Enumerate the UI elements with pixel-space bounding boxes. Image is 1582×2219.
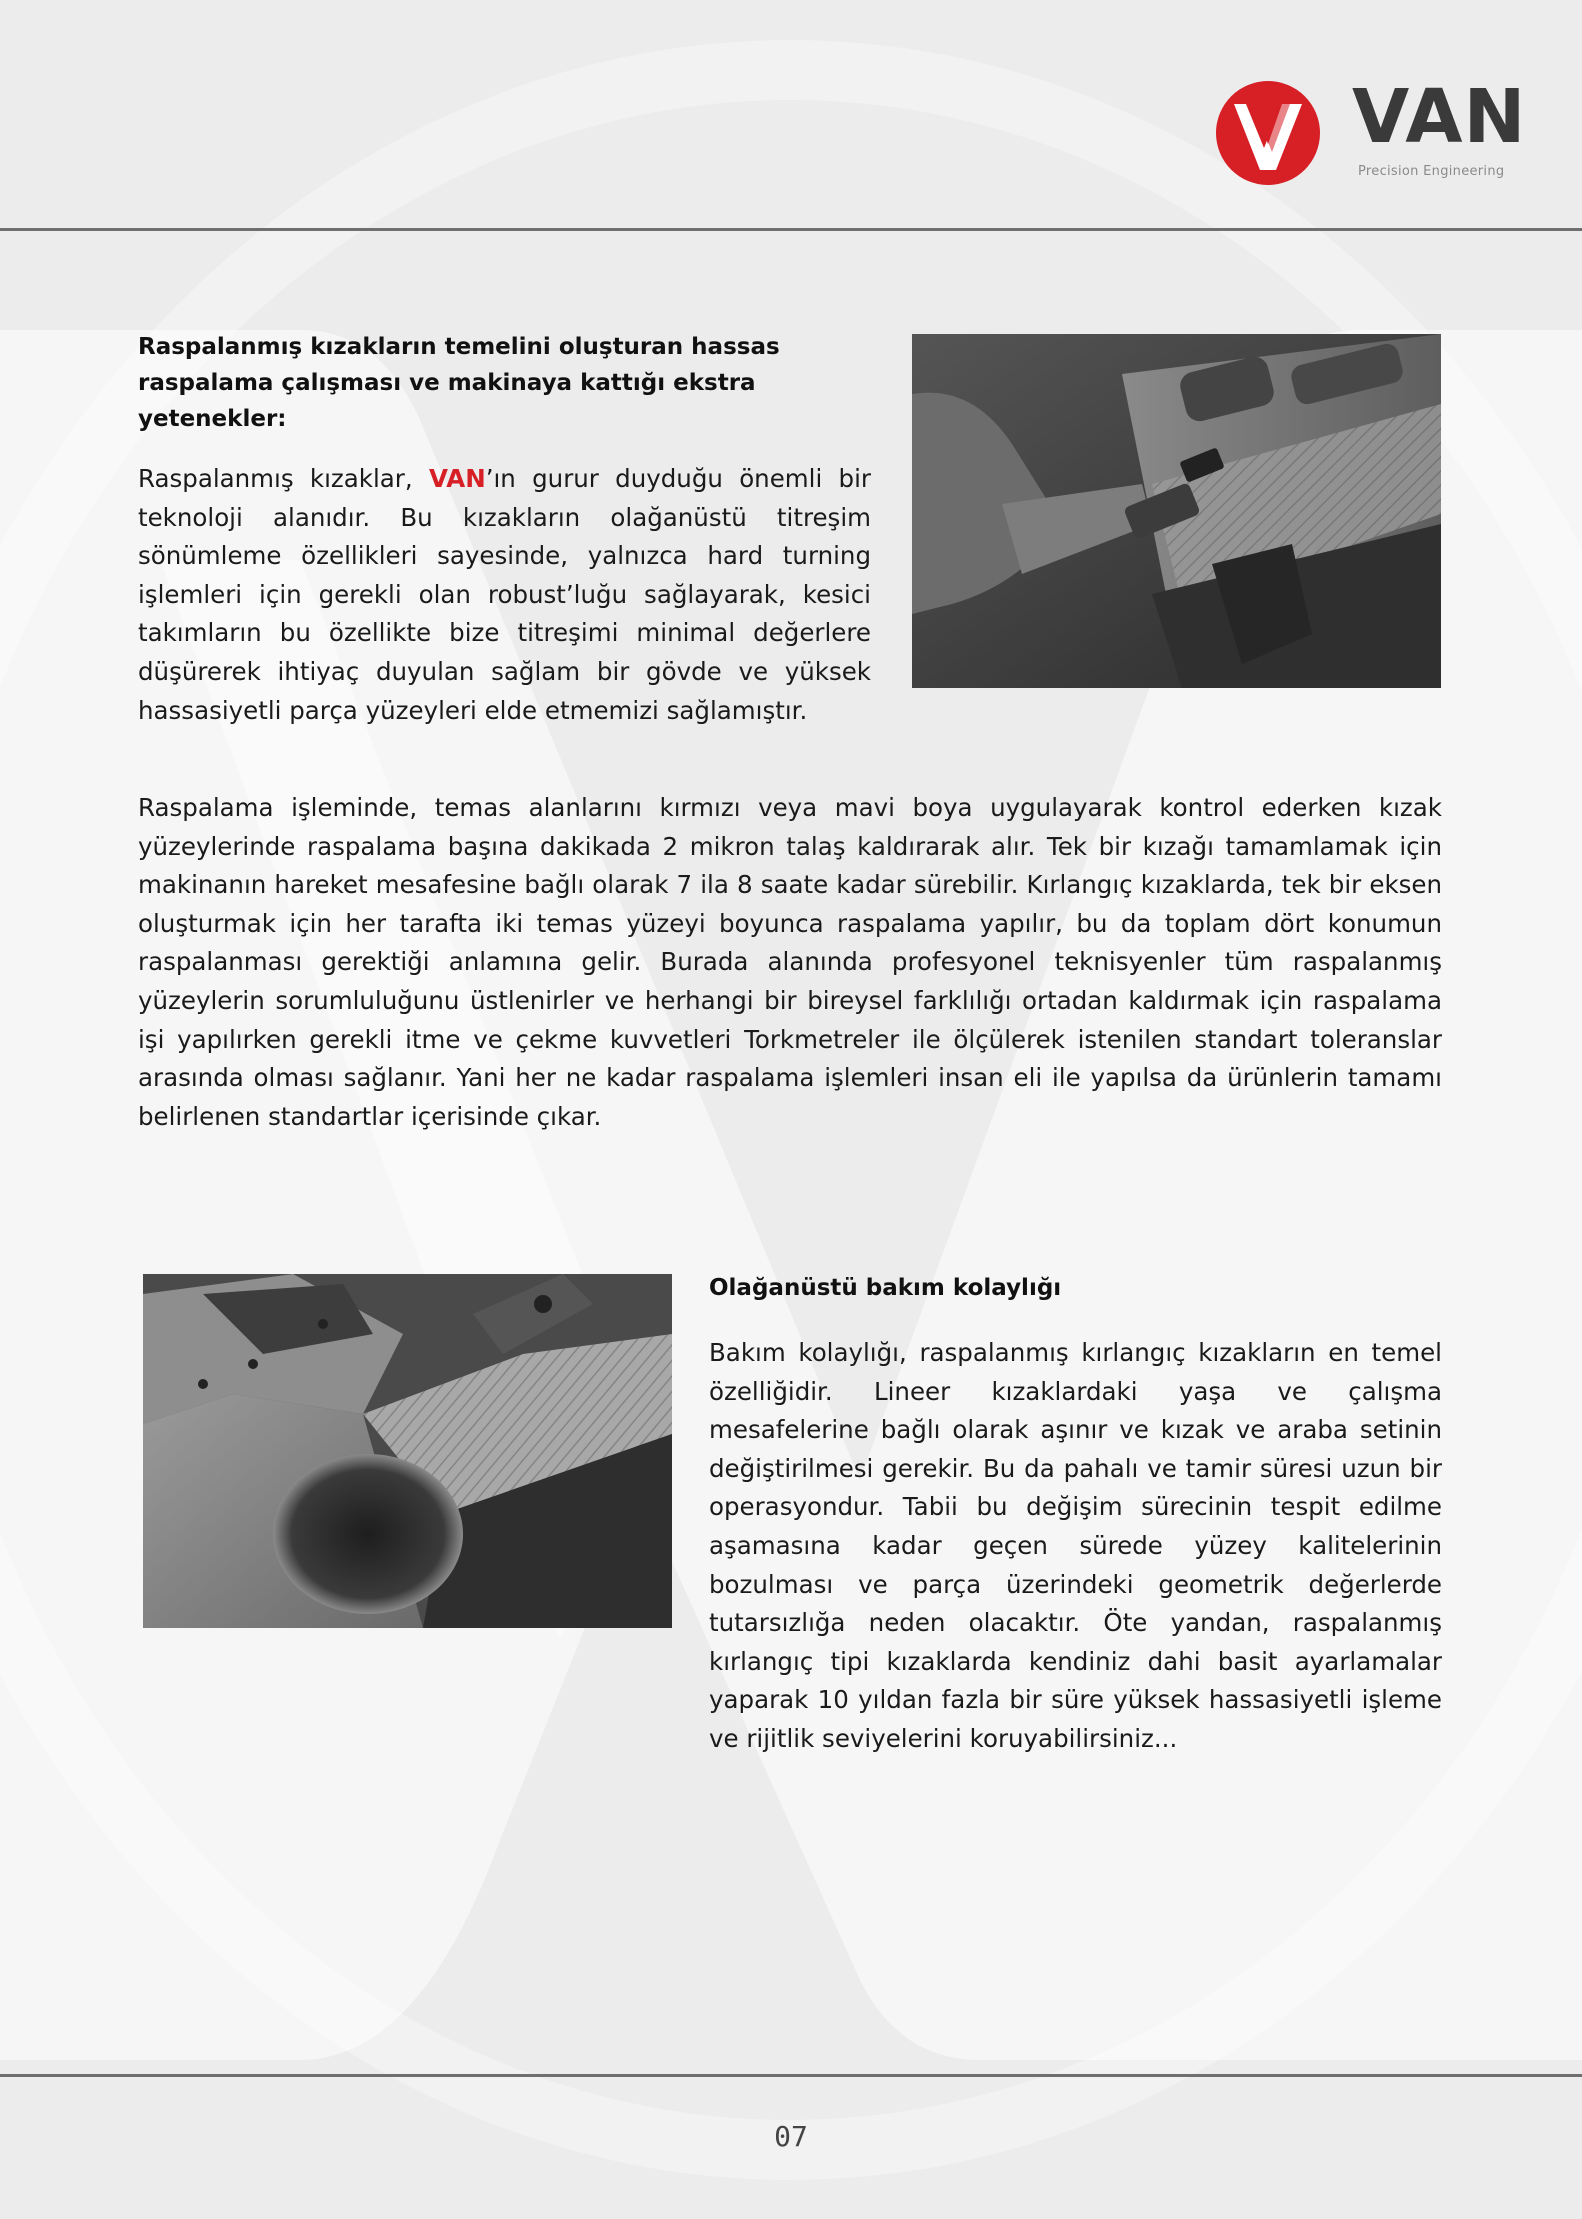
section1-intro (138, 460, 871, 730)
section2-heading: Olağanüstü bakım kolaylığı (709, 1275, 1062, 1301)
page-number: 07 (774, 2120, 808, 2153)
footer-divider (0, 2074, 1582, 2077)
van-logo (1206, 74, 1527, 188)
intro-prefix: Raspalanmış kızaklar, (138, 464, 429, 493)
section1-heading: Raspalanmış kızakların temelini oluşturan hassas raspalama çalışması ve makinaya kattığı ekstra yetenekler: (138, 334, 780, 432)
van-logo-mark (1206, 78, 1346, 188)
section2-body: Bakım kolaylığı, raspalanmış kırlangıç kızakların en temel özelliğidir. Lineer kızaklardaki yaşa ve çalışma mesafelerine bağlı olarak aşınır ve kızak ve araba setinin değiştirilmesi gerekir. Bu da pahalı ve tamir süresi uzun bir operasyondur. Tabii bu değişim sürecinin tespit edilme aşamasına kadar geçen sürede yüzey kalitelerinin bozulması ve parça üzerindeki geometrik değerlerde tutarsızlığa neden olacaktır. Öte yandan, raspalanmış kırlangıç tipi kızaklarda kendiniz dahi basit ayarlamalar yaparak 10 yıldan fazla bir süre yüksek hassasiyetli işleme ve rijitlik seviyelerini koruyabilirsiniz... (709, 1338, 1442, 1753)
scraping-photo (912, 334, 1441, 688)
brand-tagline: Precision Engineering (1358, 164, 1505, 179)
brand-name: VAN (1352, 74, 1527, 160)
section1-body: Raspalama işleminde, temas alanlarını kırmızı veya mavi boya uygulayarak kontrol ederken kızak yüzeylerinde raspalama başına dakikada 2 mikron talaş kaldırarak alır. Tek bir kızağı tamamlamak için makinanın hareket mesafesine bağlı olarak 7 ila 8 saate kadar sürebilir. Kırlangıç kızaklarda, tek bir eksen oluşturmak için her tarafta iki temas yüzeyi boyunca raspalama yapılır, bu da toplam dört konumun raspalanması gerektiği anlamına gelir. Burada alanında profesyonel teknisyenler tüm raspalanmış yüzeylerin sorumluluğunu üstlenirler ve herhangi bir bireysel farklılığı ortadan kaldırmak için raspalama işi yapılırken gerekli itme ve çekme kuvvetleri Torkmetreler ile ölçülerek istenilen standart toleranslar arasında olması sağlanır. Yani her ne kadar raspalama işlemleri insan eli ile yapılsa da ürünlerin tamamı belirlenen standartlar içerisinde çıkar. (138, 793, 1442, 1131)
header-divider (0, 228, 1582, 231)
casting-photo (143, 1274, 672, 1628)
intro-suffix: ’ın gurur duyduğu önemli bir teknoloji alanıdır. Bu kızakların olağanüstü titreşim sönümleme özellikleri sayesinde, yalnızca hard turning işlemleri için gerekli olan robust’luğu sağlayarak, kesici takımların bu özellikte bize titreşimi minimal değerlere düşürerek ihtiyaç duyulan sağlam bir gövde ve yüksek hassasiyetli parça yüzeyleri elde etmemizi sağlamıştır. (138, 464, 871, 725)
intro-brand: VAN (428, 464, 486, 493)
